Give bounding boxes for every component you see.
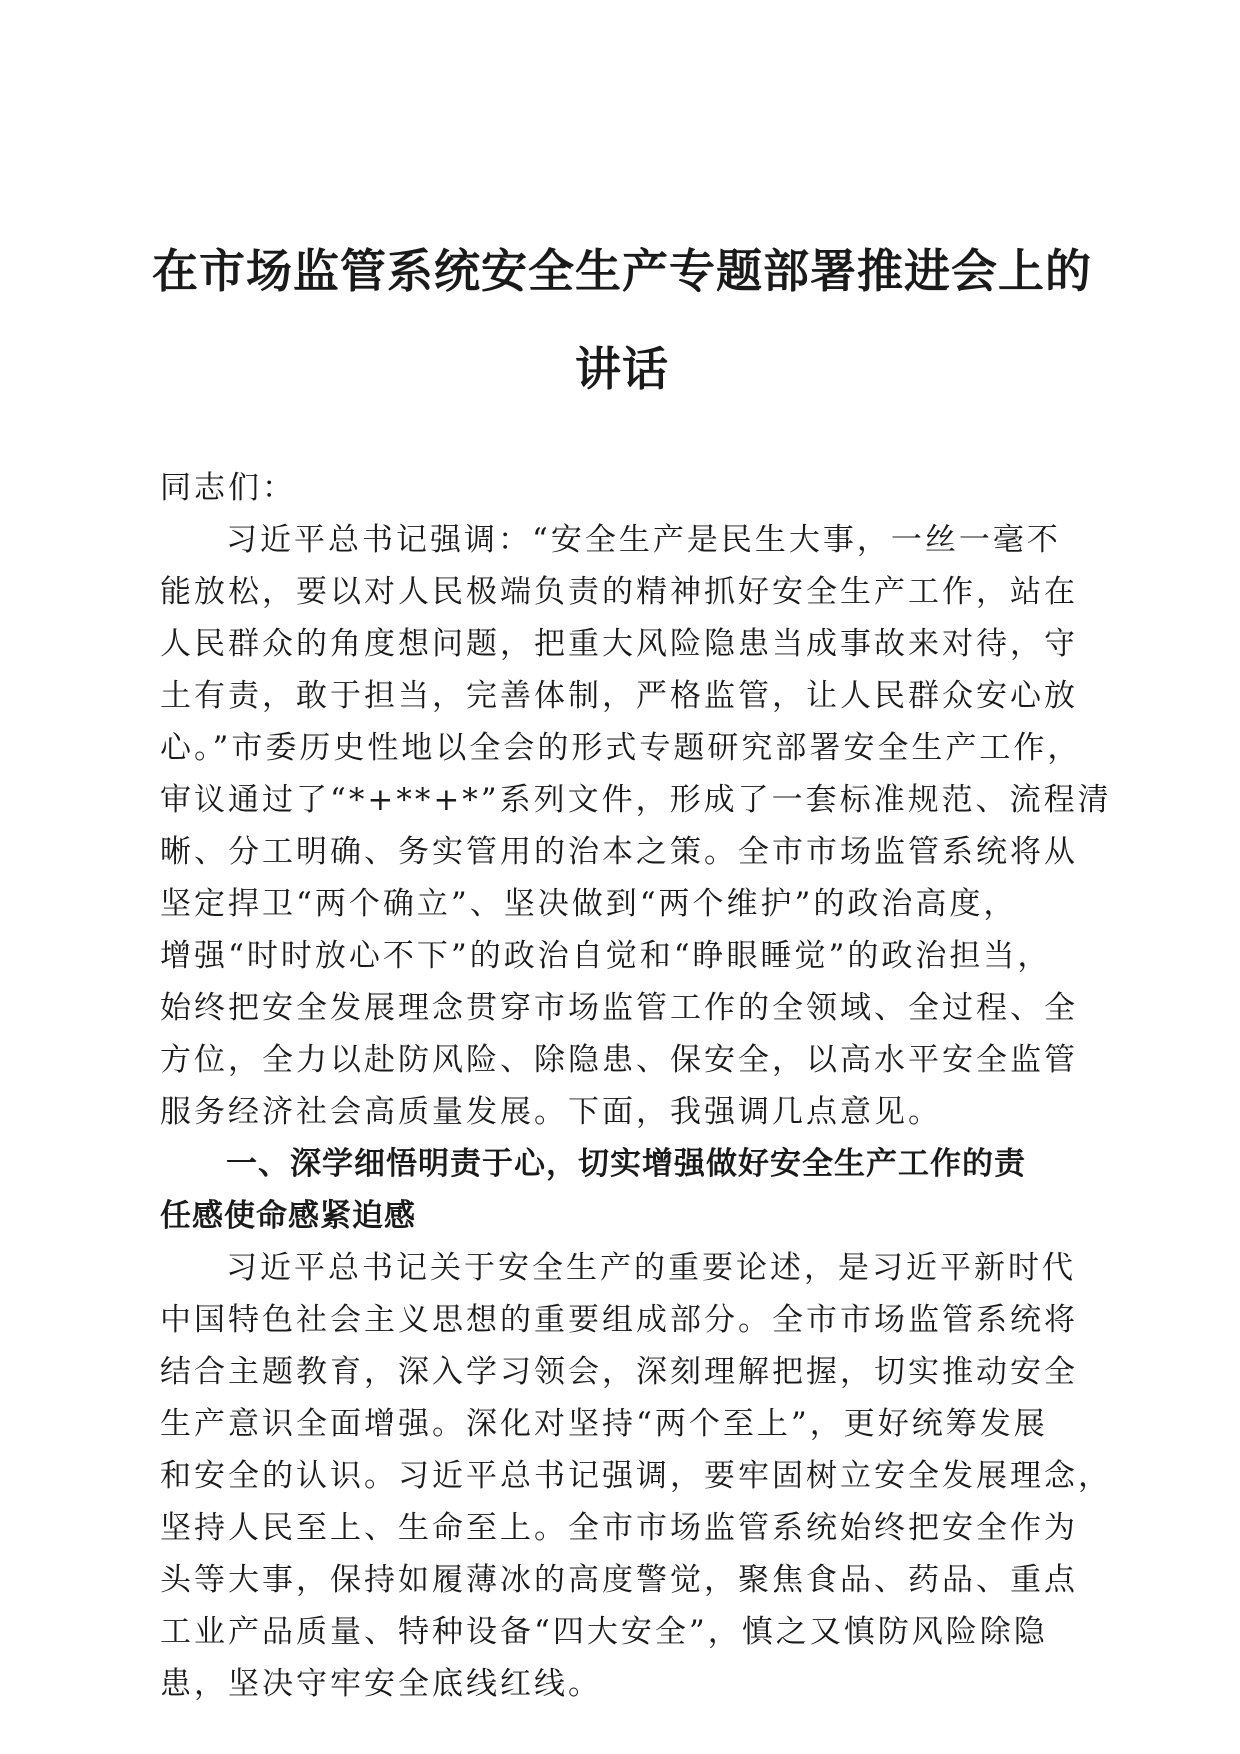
- paragraph-line: 土有责，敢于担当，完善体制，严格监管，让人民群众安心放: [160, 678, 1078, 714]
- paragraph-line: 中国特色社会主义思想的重要组成部分。全市市场监管系统将: [160, 1302, 1078, 1338]
- paragraph-line: 人民群众的角度想问题，把重大风险隐患当成事故来对待，守: [160, 626, 1078, 662]
- paragraph-line: 始终把安全发展理念贯穿市场监管工作的全领域、全过程、全: [160, 990, 1078, 1026]
- paragraph-line: 工业产品质量、特种设备“四大安全”，慎之又慎防风险除隐: [160, 1614, 1048, 1650]
- paragraph-line: 服务经济社会高质量发展。下面，我强调几点意见。: [160, 1094, 942, 1130]
- paragraph-1: [160, 514, 1112, 1138]
- paragraph-line: 坚持人民至上、生命至上。全市市场监管系统始终把安全作为: [160, 1510, 1078, 1546]
- paragraph-line: 能放松，要以对人民极端负责的精神抓好安全生产工作，站在: [160, 574, 1078, 610]
- paragraph-line: 增强“时时放心不下”的政治自觉和“睁眼睡觉”的政治担当，: [160, 938, 1052, 974]
- heading-line: 一、深学细悟明责于心，切实增强做好安全生产工作的责: [226, 1146, 1026, 1182]
- document-page: [152, 0, 1112, 1754]
- section-heading-1: [160, 1138, 1084, 1242]
- paragraph-line: 生产意识全面增强。深化对坚持“两个至上”，更好统筹发展: [160, 1406, 1048, 1442]
- paragraph-line: 心。”市委历史性地以全会的形式专题研究部署安全生产工作，: [160, 730, 1082, 766]
- paragraph-line: 坚定捍卫“两个确立”、坚决做到“两个维护”的政治高度，: [160, 886, 1018, 922]
- paragraph-line: 晰、分工明确、务实管用的治本之策。全市市场监管系统将从: [160, 834, 1078, 870]
- paragraph-line: 头等大事，保持如履薄冰的高度警觉，聚焦食品、药品、重点: [160, 1562, 1078, 1598]
- paragraph-line: 审议通过了“*+**+*”系列文件，形成了一套标准规范、流程清: [160, 782, 1112, 818]
- document-title: [150, 222, 1094, 418]
- paragraph-line: 习近平总书记强调：“安全生产是民生大事，一丝一毫不: [226, 522, 1061, 558]
- document-body: [160, 462, 1112, 1710]
- paragraph-line: 和安全的认识。习近平总书记强调，要牢固树立安全发展理念，: [160, 1458, 1112, 1494]
- paragraph-line: 患，坚决守牢安全底线红线。: [160, 1666, 602, 1702]
- title-line-2: 讲话: [575, 342, 669, 396]
- salutation: 同志们：: [160, 470, 296, 506]
- paragraph-line: 结合主题教育，深入学习领会，深刻理解把握，切实推动安全: [160, 1354, 1078, 1390]
- paragraph-line: 习近平总书记关于安全生产的重要论述，是习近平新时代: [226, 1250, 1076, 1286]
- paragraph-2: [160, 1242, 1112, 1710]
- title-line-1: 在市场监管系统安全生产专题部署推进会上的: [152, 244, 1092, 298]
- heading-line: 任感使命感紧迫感: [160, 1198, 416, 1234]
- paragraph-line: 方位，全力以赴防风险、除隐患、保安全，以高水平安全监管: [160, 1042, 1078, 1078]
